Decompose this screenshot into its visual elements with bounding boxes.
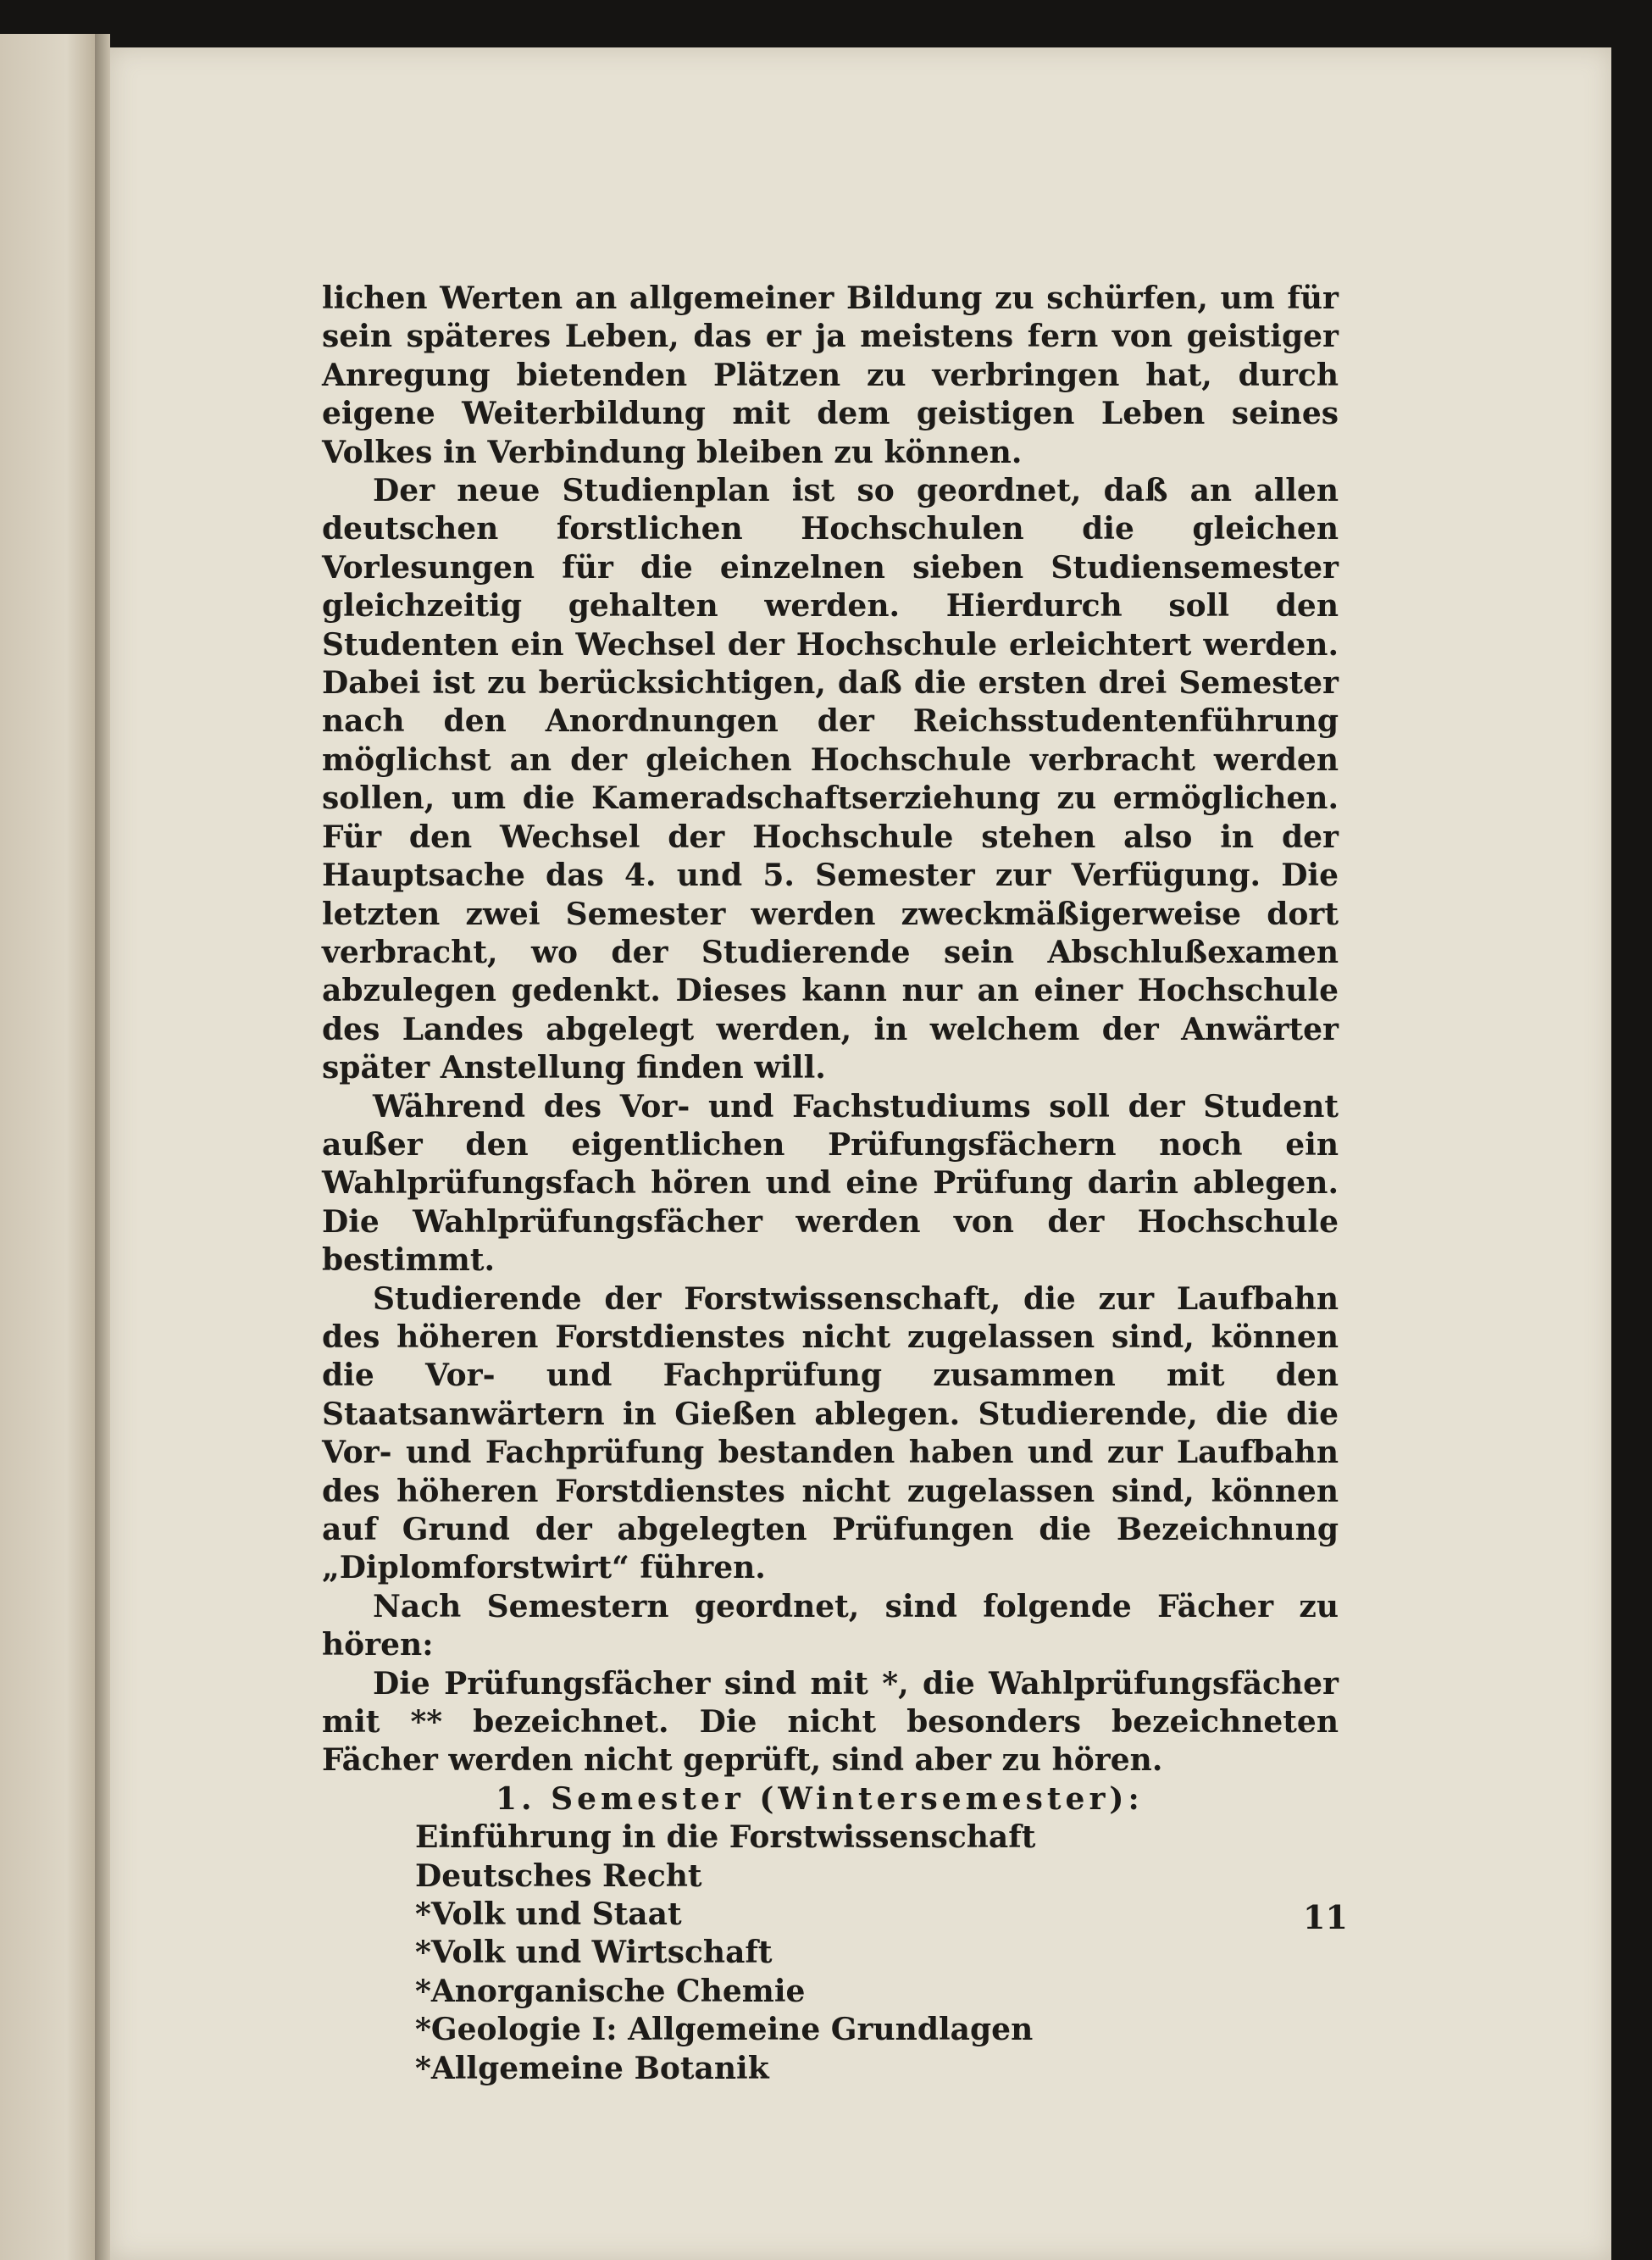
course-item: *Volk und Staat [415, 1896, 682, 1933]
page-number: 11 [1303, 1898, 1348, 1936]
paragraph-continued: lichen Werten an allgemeiner Bildung zu schürfen, um für sein späteres Leben, das er ja meistens fern von geistiger Anregung bietenden Plätzen zu verbringen hat, durch eigene Weiterbildung mit dem geistigen Leben seines Volkes in Verbindung bleiben zu können. [322, 280, 1339, 470]
paragraph-semester-intro: Nach Semestern geordnet, sind folgende Fächer zu hören: [322, 1588, 1339, 1663]
course-item: *Volk und Wirtschaft [415, 1935, 773, 1971]
course-item: *Anorganische Chemie [415, 1973, 806, 2009]
book-gutter [95, 34, 110, 2260]
course-item: Deutsches Recht [415, 1857, 702, 1894]
paragraph-diplomforstwirt: Studierende der Forstwissenschaft, die zur Laufbahn des höheren Forstdienstes nicht zugelassen sind, können die Vor- und Fachprüfung zusammen mit den Staatsanwärtern in Gießen ablegen. Studierende, die die Vor- und Fachprüfung bestanden haben und zur Laufbahn des höheren Forstdienstes nicht zugelassen sind, können auf Grund der abgelegten Prüfungen die Bezeichnung „Diplomforstwirt“ führen. [322, 1280, 1339, 1586]
course-list [322, 1819, 1339, 2088]
paragraph-legend: Die Prüfungsfächer sind mit *, die Wahlprüfungsfächer mit ** bezeichnet. Die nicht besonders bezeichneten Fächer werden nicht geprüft, sind aber zu hören. [322, 1665, 1339, 1779]
page-text [322, 280, 1339, 2088]
course-item: *Geologie I: Allgemeine Grundlagen [415, 2012, 1034, 2048]
semester-heading: 1. Semester (Wintersemester): [496, 1780, 1144, 1817]
paragraph-studienplan: Der neue Studienplan ist so geordnet, daß an allen deutschen forstlichen Hochschulen die gleichen Vorlesungen für die einzelnen sieben Studiensemester gleichzeitig gehalten werden. Hierdurch soll den Studenten ein Wechsel der Hochschule erleichtert werden. Dabei ist zu berücksichtigen, daß die ersten drei Semester nach den Anordnungen der Reichsstudentenführung möglichst an der gleichen Hochschule verbracht werden sollen, um die Kameradschaftserziehung zu ermöglichen. Für den Wechsel der Hochschule stehen also in der Hauptsache das 4. und 5. Semester zur Verfügung. Die letzten zwei Semester werden zweckmäßigerweise dort verbracht, wo der Studierende sein Abschlußexamen abzulegen gedenkt. Dieses kann nur an einer Hochschule des Landes abgelegt werden, in welchem der Anwärter später Anstellung finden will. [322, 473, 1339, 1086]
course-item: Einführung in die Forstwissenschaft [415, 1819, 1036, 1856]
paragraph-wahlpruefungsfach: Während des Vor- und Fachstudiums soll der Student außer den eigentlichen Prüfungsfächern noch ein Wahlprüfungsfach hören und eine Prüfung darin ablegen. Die Wahlprüfungsfächer werden von der Hochschule bestimmt. [322, 1088, 1339, 1279]
course-item: *Allgemeine Botanik [415, 2050, 769, 2086]
previous-page-edge [0, 34, 95, 2260]
